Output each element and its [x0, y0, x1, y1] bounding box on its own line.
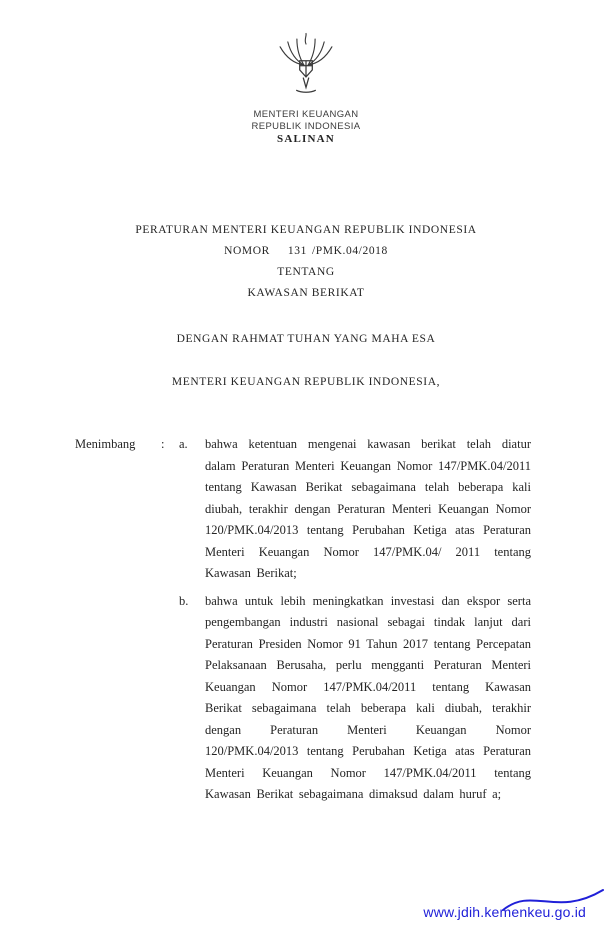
considerations-label: Menimbang: [75, 437, 136, 451]
nomor-label: NOMOR: [224, 245, 270, 257]
regulation-number-line: [0, 241, 612, 262]
pen-stroke-icon: [501, 884, 606, 918]
regulation-subject: KAWASAN BERIKAT: [247, 287, 365, 299]
ministry-name-line2: REPUBLIK INDONESIA: [251, 120, 361, 132]
nomor-suffix: /PMK.04/2018: [311, 245, 388, 257]
consideration-item-marker: a.: [179, 437, 188, 451]
nomor-value: 131: [287, 245, 307, 257]
consideration-item-marker: b.: [179, 593, 189, 608]
copy-label: SALINAN: [277, 133, 335, 145]
regulation-title-line: PERATURAN MENTERI KEUANGAN REPUBLIK INDONESIA: [135, 224, 477, 236]
consideration-item-text: bahwa ketentuan mengenai kawasan berikat telah diatur dalam Peraturan Menteri Keuangan Nomor 147/PMK.04/2011 tentang Kawasan Berikat sebagaimana telah beberapa kali diubah, terakhir dengan Peraturan Menteri Keuangan Nomor 120/PMK.04/2013 tentang Perubahan Ketiga atas Peraturan Menteri Keuangan Nomor 147/PMK.04/ 2011 tentang Kawasan Berikat;: [205, 437, 531, 580]
considerations-section: [75, 434, 531, 806]
letterhead: [0, 26, 612, 145]
tentang-label: TENTANG: [277, 266, 335, 278]
ministry-name-line1: MENTERI KEUANGAN: [253, 109, 359, 120]
jdih-watermark-url: www.jdih.kemenkeu.go.id: [423, 904, 586, 920]
kemenkeu-garuda-emblem-icon: [271, 26, 341, 104]
considerations-separator: :: [161, 437, 165, 451]
authority-line: MENTERI KEUANGAN REPUBLIK INDONESIA,: [171, 376, 441, 388]
regulation-title-block: [0, 220, 612, 393]
consideration-item-text: bahwa untuk lebih meningkatkan investasi dan ekspor serta pengembangan industri nasional sebagai tindak lanjut dari Peraturan Presiden Nomor 91 Tahun 2017 tentang Percepatan Pelaksanaan Berusaha, perlu mengganti Peraturan Menteri Keuangan Nomor 147/PMK.04/2011 tentang Kawasan Berikat sebagaimana telah beberapa kali diubah, terakhir dengan Peraturan Menteri Keuangan Nomor 120/PMK.04/2013 tentang Perubahan Ketiga atas Peraturan Menteri Keuangan Nomor 147/PMK.04/2011 tentang Kawasan Berikat sebagaimana dimaksud dalam huruf a;: [205, 593, 531, 801]
invocation-line: DENGAN RAHMAT TUHAN YANG MAHA ESA: [176, 333, 436, 345]
